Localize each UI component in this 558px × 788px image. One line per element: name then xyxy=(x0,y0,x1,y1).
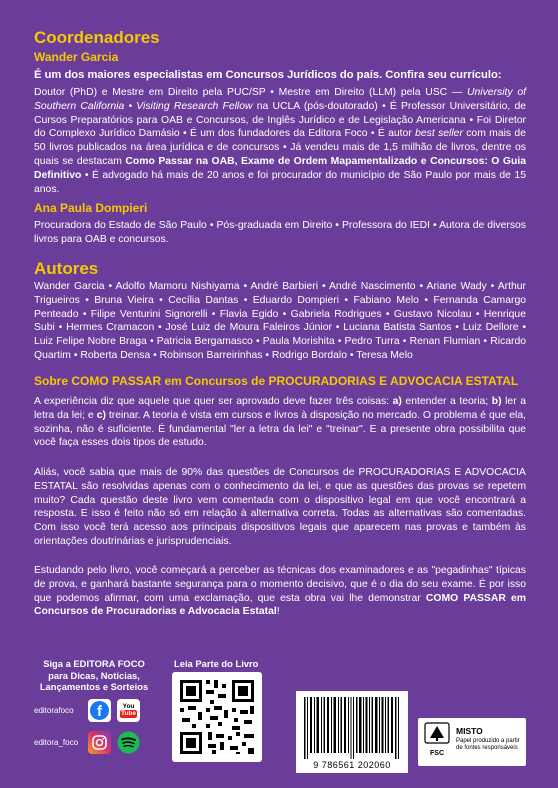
about-title: Sobre COMO PASSAR em Concursos de PROCURADORIAS E ADVOCACIA ESTATAL xyxy=(34,374,519,388)
handle-instagram-spotify[interactable]: editora_foco xyxy=(34,738,79,747)
youtube-icon[interactable] xyxy=(117,699,140,722)
barcode-bars xyxy=(296,695,408,761)
fsc-tree-icon xyxy=(424,722,450,752)
facebook-icon[interactable] xyxy=(88,699,111,722)
bio-text: Doutor (PhD) e Mestre em Direito pela PUC/SP • Mestre em Direito (LLM) pela USC — xyxy=(34,87,467,98)
social-row-2 xyxy=(34,731,140,754)
bio-italic: University of Southern California • Visiting Research Fellow xyxy=(34,87,527,112)
about-text: ler a letra da lei; e xyxy=(34,396,526,421)
authors-list: Wander Garcia • Adolfo Mamoru Nishiyama • André Barbieri • André Nascimento • Ariane Wady • Arthur Trigueiros • Bruna Vieira • Cecília Dantas • Eduardo Dompieri • Fabiano Melo • Fernanda Camargo Penteado • Filipe Venturini Signorelli • Flavia Egido • Gabriela Rodrigues • Gustavo Nicolau • Henrique Subi • Hermes Cramacon • José Luiz de Moura Faleiros Júnior • Luciana Batista Santos • Luiz Dellore • Luiz Felipe Nobre Braga • Patricia Bergamasco • Paula Morishita • Pedro Turra • Renan Flumian • Ricardo Quartim • Roberta Densa • Robinson Barreirinhas • Rodrigo Bordalo • Teresa Melo xyxy=(34,281,526,361)
about-bold: COMO PASSAR em Concursos de Procuradorias e Advocacia Estatal xyxy=(34,592,526,618)
social-row-1 xyxy=(34,699,140,722)
about-paragraph-3 xyxy=(34,564,526,619)
spotify-icon[interactable] xyxy=(117,731,140,754)
bio-text: • É advogado há mais de 20 anos e foi procurador do município de São Paulo por mais de 15 anos. xyxy=(34,169,526,195)
bio-italic: best seller xyxy=(415,128,463,140)
bio-text: na UCLA (pós-doutorado) • É Professor Universitário, de Cursos Preparatórios para OAB e Concursos, de Inglês Jurídico e de Legislação Americana • Foi Diretor do Complexo Jurídico Damásio • É um dos fundadores da Editora Foco • É autor xyxy=(34,100,527,140)
about-bold: a) xyxy=(392,396,402,407)
about-text: ! xyxy=(276,606,280,618)
fsc-label: MISTO xyxy=(456,726,483,736)
about-text: treinar. A teoria é vista em cursos e livros à disposição no mercado. O problema é que ela, sozinha, não é suficiente. É fundamental "ler a letra da lei" e "treinar". E a presente obra possibilita que você faça esses dois tipos de estudo. xyxy=(34,409,526,449)
about-text: entender a teoria; xyxy=(401,396,492,407)
about-bold: c) xyxy=(96,409,106,421)
isbn-number: 9 786561 202060 xyxy=(313,760,391,770)
about-paragraph-2: Aliás, você sabia que mais de 90% das questões de Concursos de PROCURADORIAS E ADVOCACIA ESTATAL são resolvidas apenas com o conhecimento da lei, e que as questões das provas se repetem muito? Cada questão deste livro vem comentada com o dispositivo legal em que você encontrará a resposta. E isso é feito não só em relação à alternativa correta. Todas as alternativas são comentadas. Com isso você terá acesso aos principais dispositivos legais que aparecem nas provas e também às orientações doutrinárias e jurisprudenciais. xyxy=(34,467,526,547)
bio-bold: Como Passar na OAB, Exame de Ordem Mapamentalizado e Concursos: O Guia Definitivo xyxy=(34,155,526,181)
youtube-glyph: You xyxy=(122,703,135,710)
social-title: Siga a EDITORA FOCO para Dicas, Notícias, Lançamentos e Sorteios xyxy=(39,658,149,692)
handle-facebook-youtube[interactable]: editorafoco xyxy=(34,706,74,715)
coordinator-bio-ana: Procuradora do Estado de São Paulo • Pós-graduada em Direito • Professora do IEDI • Autora de diversos livros para OAB e concursos. xyxy=(34,220,526,245)
instagram-icon[interactable] xyxy=(88,731,111,754)
about-paragraph-1 xyxy=(34,395,526,450)
qr-code[interactable] xyxy=(172,672,262,762)
about-text: A experiência diz que aquele que quer ser aprovado deve fazer três coisas: xyxy=(34,396,393,407)
coordinator-name-ana: Ana Paula Dompieri xyxy=(34,201,148,215)
fsc-text: Papel produzido a partir de fontes responsáveis xyxy=(456,738,520,751)
fsc-logo xyxy=(418,718,526,766)
coordinator-bio-wander xyxy=(34,86,526,196)
bio-text: com mais de 50 livros publicados na área jurídica e de concursos • Já vendeu mais de 1,5 milhão de livros, dentre os quais se destacam xyxy=(34,128,526,167)
coordinator-lead: É um dos maiores especialistas em Concursos Jurídicos do país. Confira seu currículo: xyxy=(34,69,502,81)
coordinators-title: Coordenadores xyxy=(34,28,160,47)
facebook-glyph: f xyxy=(90,701,109,720)
about-text: Estudando pelo livro, você começará a perceber as técnicas dos examinadores e as "pegadinhas" típicas de prova, e ganhará bastante segurança para o momento decisivo, que é o dia do seu exame. É por isso que podemos afirmar, com uma exclamação, que esta obra vai lhe demonstrar xyxy=(34,565,526,604)
coordinator-name-wander: Wander Garcia xyxy=(34,50,119,64)
social-block xyxy=(34,658,154,693)
authors-title: Autores xyxy=(34,259,99,278)
fsc-brand: FSC xyxy=(430,750,444,757)
about-bold: b) xyxy=(491,396,502,407)
qr-code-graphic xyxy=(172,672,262,762)
qr-title: Leia Parte do Livro xyxy=(174,658,259,669)
barcode xyxy=(296,691,408,773)
youtube-glyph-2: Tube xyxy=(120,710,137,717)
